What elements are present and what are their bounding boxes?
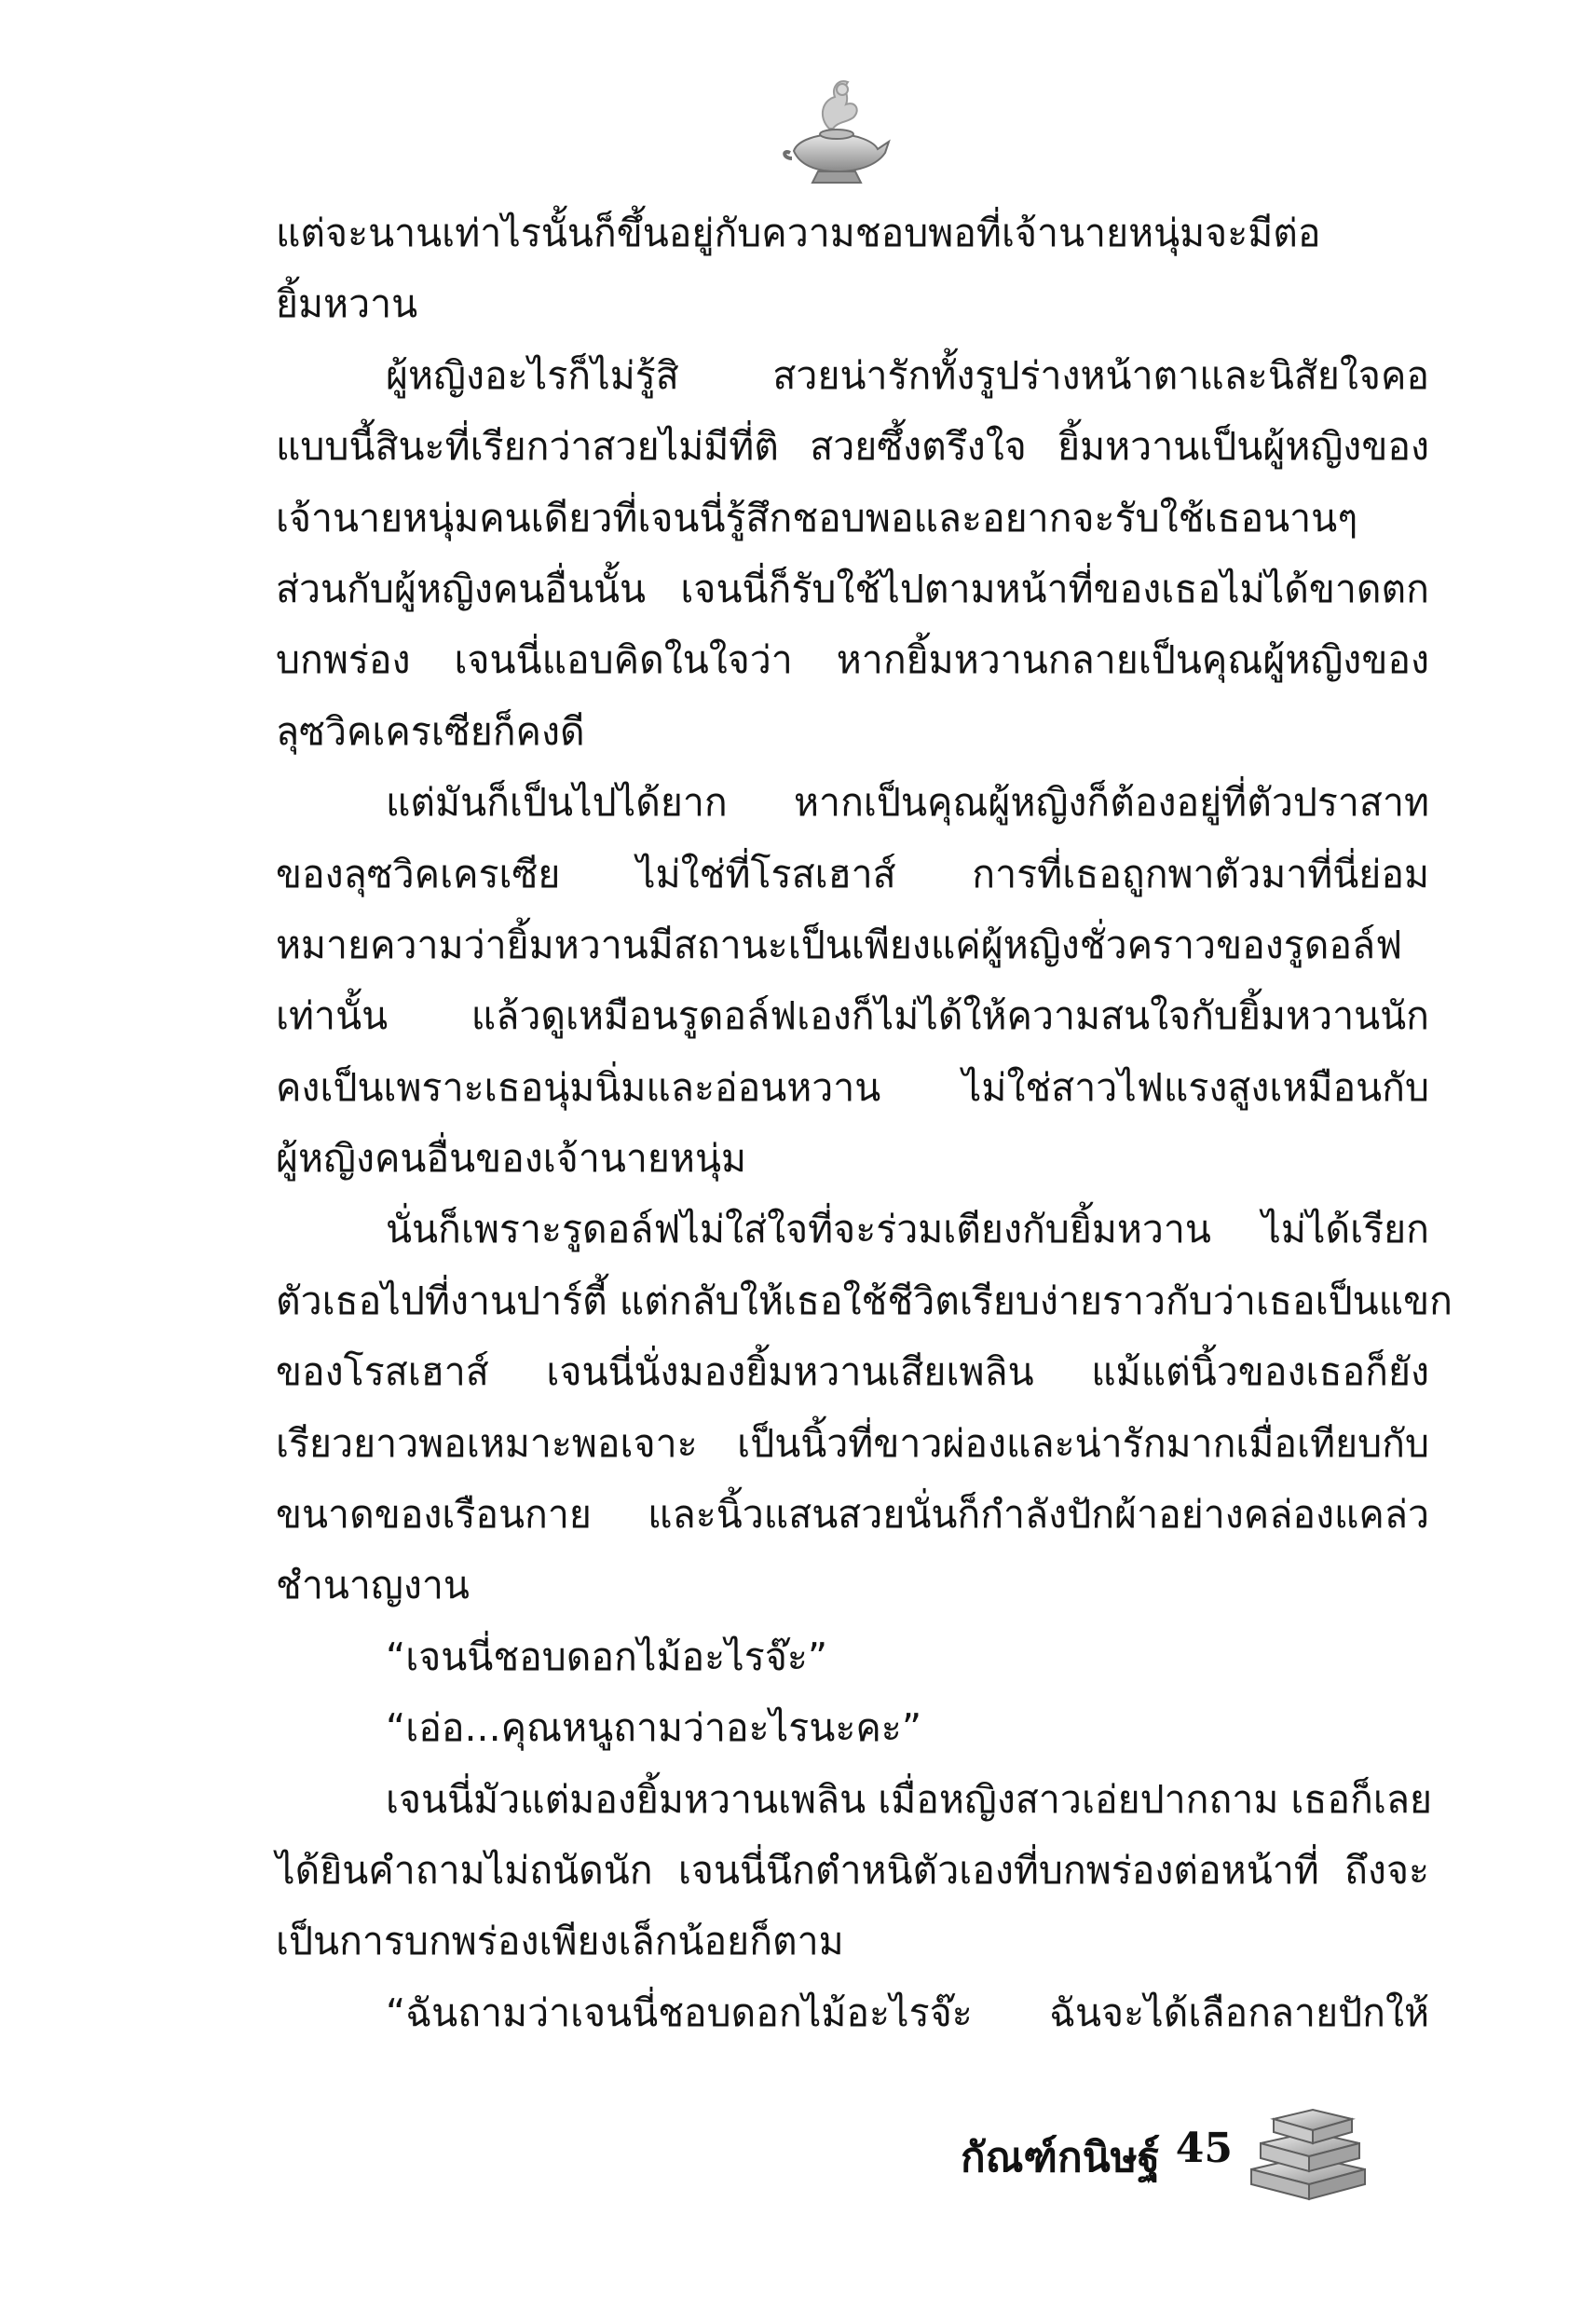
text-line: “ฉันถามว่าเจนนี่ชอบดอกไม้อะไรจ๊ะ ฉันจะได้เลือกลายปักให้ — [386, 1990, 1429, 2035]
page-footer — [888, 2104, 1372, 2207]
stacked-books-icon — [1242, 2104, 1372, 2203]
text-line: แต่มันก็เป็นไปได้ยาก หากเป็นคุณผู้หญิงก็ต้องอยู่ที่ตัวปราสาท — [386, 780, 1429, 826]
text-line: หมายความว่ายิ้มหวานมีสถานะเป็นเพียงแค่ผู้หญิงชั่วคราวของรูดอล์ฟ — [276, 922, 1403, 967]
text-line: คงเป็นเพราะเธอนุ่มนิ่มและอ่อนหวาน ไม่ใช่สาวไฟแรงสูงเหมือนกับ — [276, 1064, 1429, 1110]
text-line: เรียวยาวพอเหมาะพอเจาะ เป็นนิ้วที่ขาวผ่องและน่ารักมากเมื่อเทียบกับ — [276, 1420, 1429, 1466]
paragraph — [276, 1194, 1453, 1620]
text-line: ชำนาญงาน — [276, 1563, 470, 1608]
paragraph — [276, 1621, 1429, 1692]
text-line: ได้ยินคำถามไม่ถนัดนัก เจนนี่นึกตำหนิตัวเองที่บกพร่องต่อหน้าที่ ถึงจะ — [276, 1847, 1429, 1893]
text-line: ตัวเธอไปที่งานปาร์ตี้ แต่กลับให้เธอใช้ชีวิตเรียบง่ายราวกับว่าเธอเป็นแขก — [276, 1278, 1453, 1323]
paragraph — [276, 1977, 1429, 2048]
text-line: ของโรสเฮาส์ เจนนี่นั่งมองยิ้มหวานเสียเพลิน แม้แต่นิ้วของเธอก็ยัง — [276, 1349, 1429, 1395]
text-line: แต่จะนานเท่าไรนั้นก็ขึ้นอยู่กับความชอบพอที่เจ้านายหนุ่มจะมีต่อ — [276, 211, 1321, 255]
text-line: บกพร่อง เจนนี่แอบคิดในใจว่า หากยิ้มหวานกลายเป็นคุณผู้หญิงของ — [276, 637, 1429, 683]
paragraph — [276, 198, 1429, 340]
text-line: ลุซวิคเครเซียก็คงดี — [276, 708, 585, 754]
text-line: ขนาดของเรือนกาย และนิ้วแสนสวยนั่นก็กำลังปักผ้าอย่างคล่องแคล่ว — [276, 1492, 1429, 1538]
genie-lamp-icon — [781, 73, 893, 196]
text-line: ของลุซวิคเครเซีย ไม่ใช่ที่โรสเฮาส์ การที่เธอถูกพาตัวมาที่นี่ย่อม — [276, 851, 1429, 896]
text-line: ผู้หญิงอะไรก็ไม่รู้สิ สวยน่ารักทั้งรูปร่างหน้าตาและนิสัยใจคอ — [386, 352, 1429, 398]
body-text — [276, 198, 1453, 2048]
text-line: แบบนี้สินะที่เรียกว่าสวยไม่มีที่ติ สวยซึ้งตรึงใจ ยิ้มหวานเป็นผู้หญิงของ — [276, 424, 1429, 470]
text-line: เจนนี่มัวแต่มองยิ้มหวานเพลิน เมื่อหญิงสาวเอ่ยปากถาม เธอก็เลย — [386, 1776, 1433, 1822]
text-line: เจ้านายหนุ่มคนเดียวที่เจนนี่รู้สึกชอบพอและอยากจะรับใช้เธอนานๆ — [276, 495, 1358, 540]
paragraph — [276, 1764, 1433, 1977]
text-line: เท่านั้น แล้วดูเหมือนรูดอล์ฟเองก็ไม่ได้ให้ความสนใจกับยิ้มหวานนัก — [276, 993, 1429, 1039]
text-line: เป็นการบกพร่องเพียงเล็กน้อยก็ตาม — [276, 1919, 844, 1964]
paragraph — [276, 340, 1429, 767]
text-line: ยิ้มหวาน — [276, 281, 418, 327]
text-line: นั่นก็เพราะรูดอล์ฟไม่ใส่ใจที่จะร่วมเตียงกับยิ้มหวาน ไม่ได้เรียก — [386, 1207, 1429, 1252]
text-line: “เจนนี่ชอบดอกไม้อะไรจ๊ะ” — [386, 1634, 828, 1679]
text-line: ผู้หญิงคนอื่นของเจ้านายหนุ่ม — [276, 1136, 746, 1182]
paragraph — [276, 767, 1429, 1194]
text-line: “เอ่อ...คุณหนูถามว่าอะไรนะคะ” — [386, 1705, 922, 1751]
paragraph — [276, 1692, 1429, 1763]
page-number: 45 — [1175, 2125, 1233, 2172]
book-title: กัณฑ์กนิษฐ์ — [961, 2134, 1160, 2181]
text-line: ส่วนกับผู้หญิงคนอื่นนั้น เจนนี่ก็รับใช้ไปตามหน้าที่ของเธอไม่ได้ขาดตก — [276, 566, 1429, 611]
